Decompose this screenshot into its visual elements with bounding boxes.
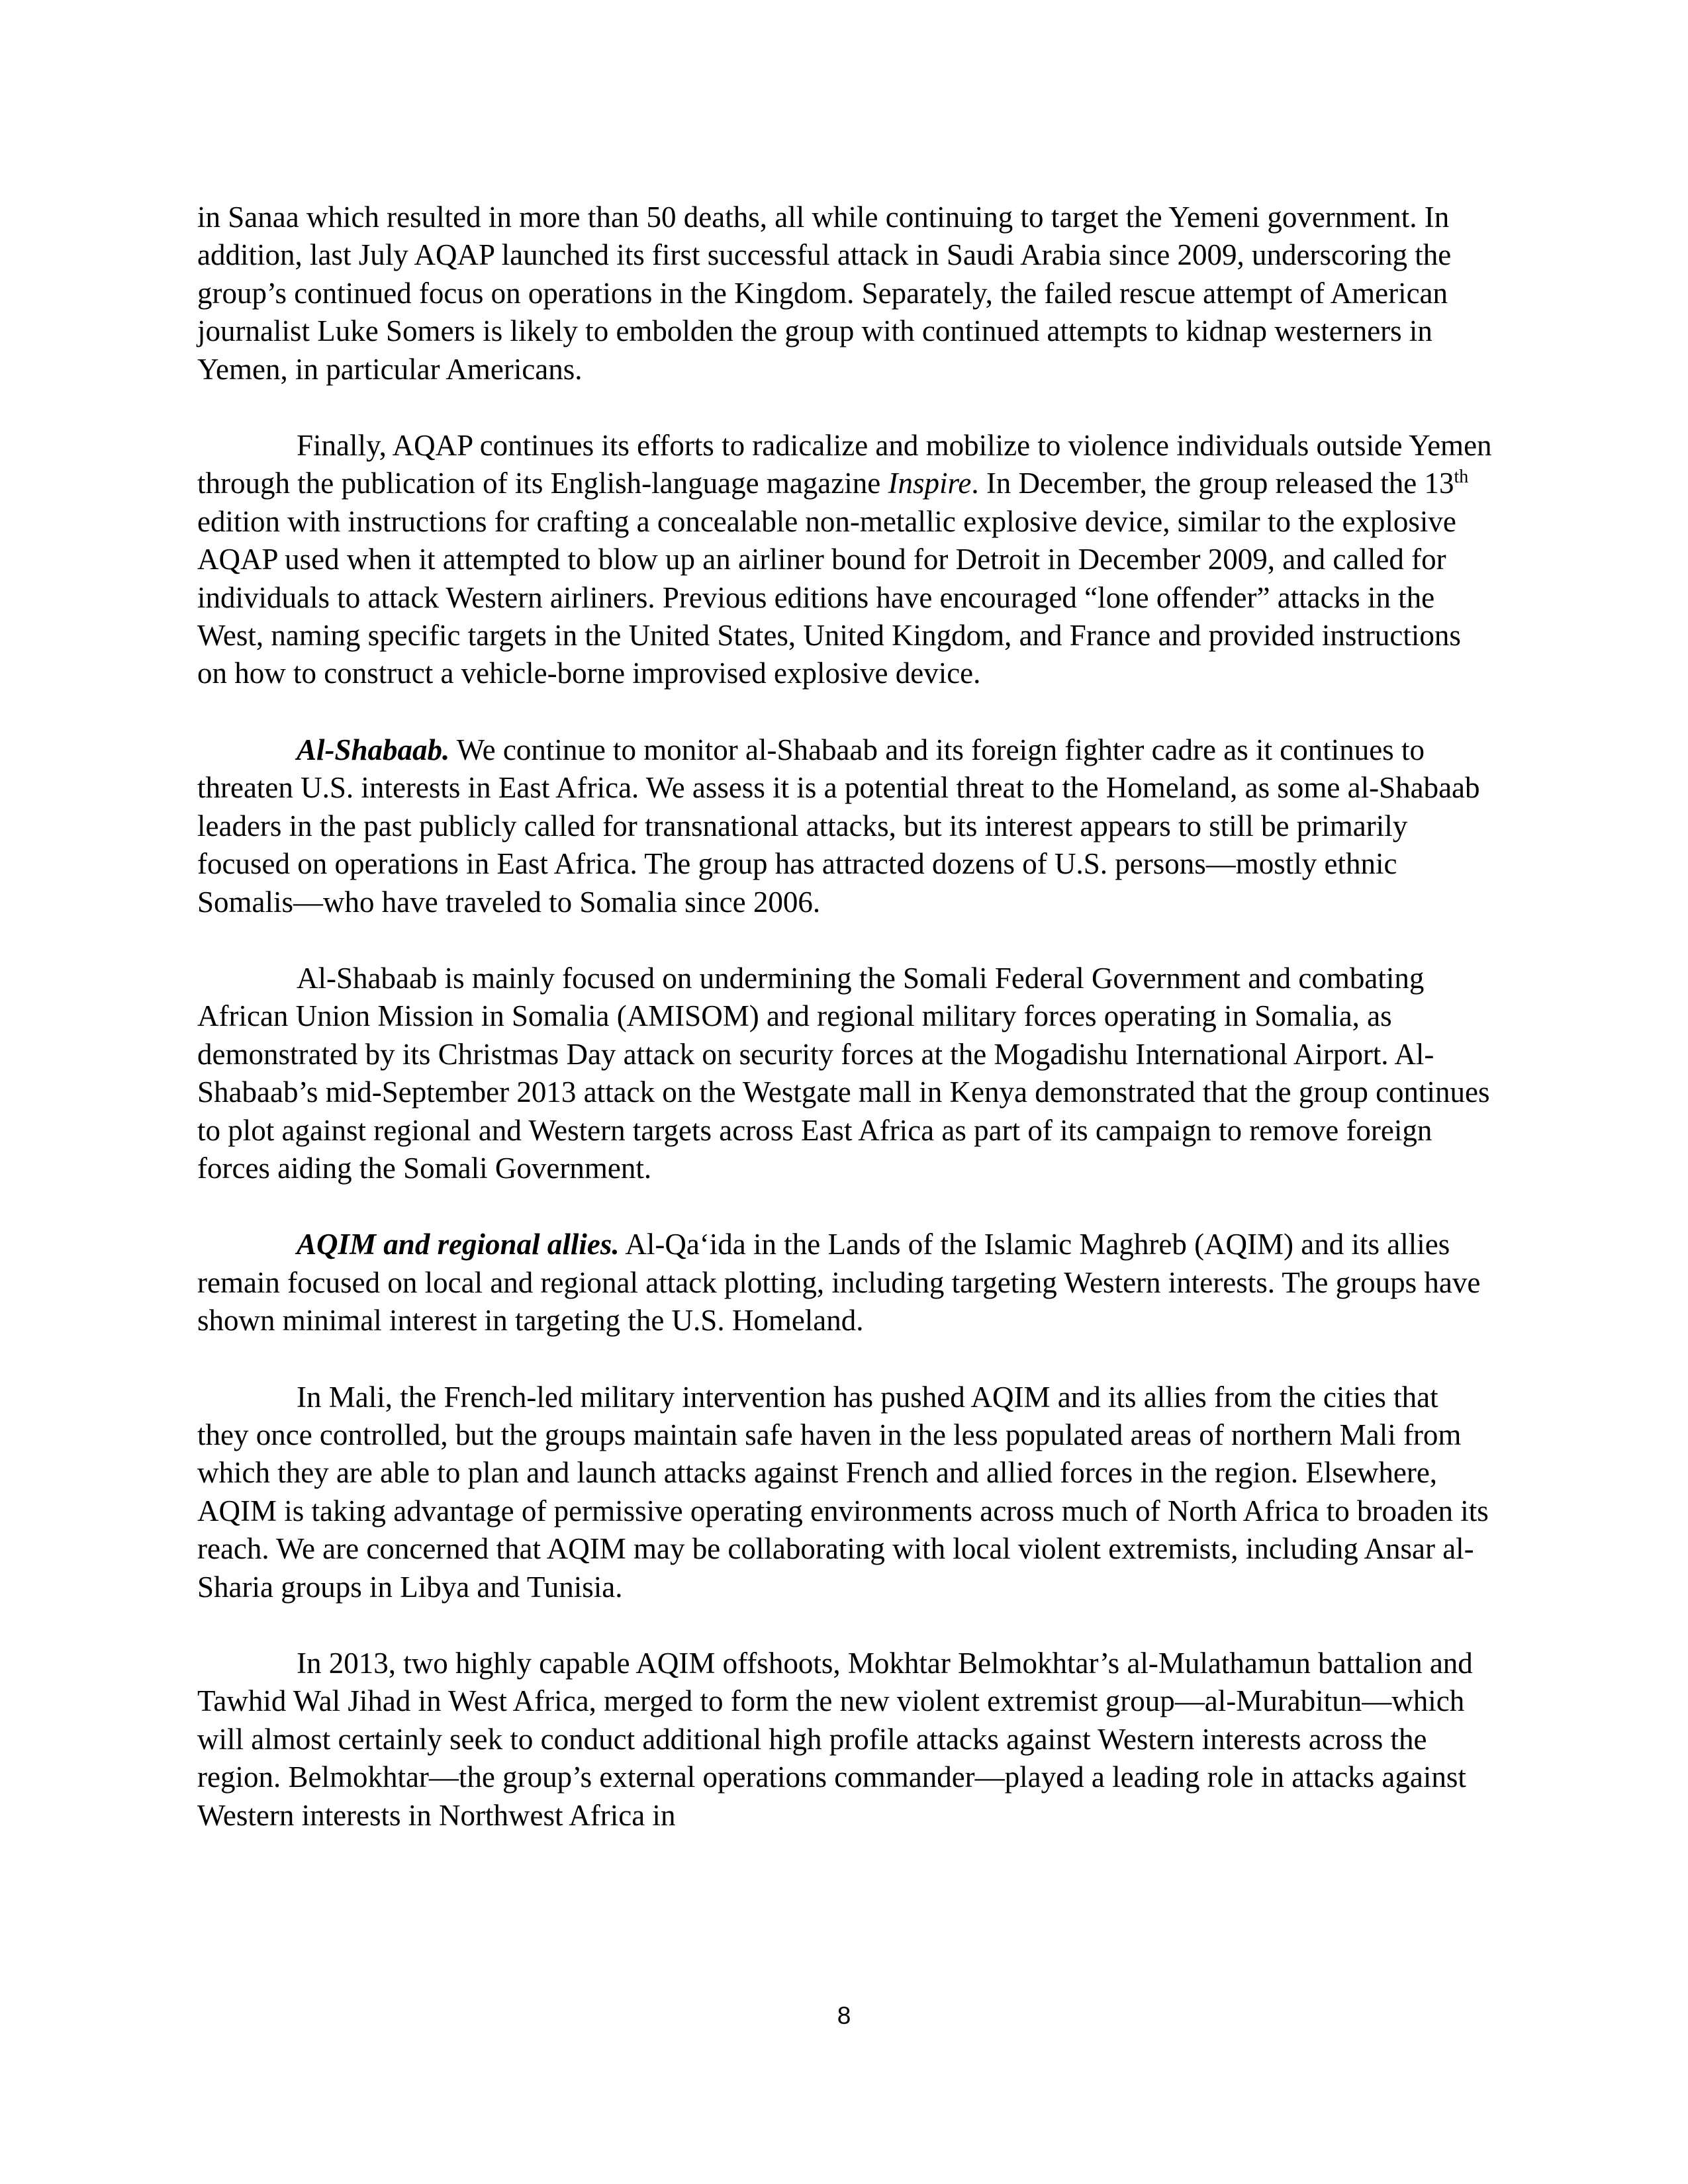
document-body xyxy=(197,199,1496,1835)
paragraph-al-murabitun xyxy=(197,1645,1496,1835)
paragraph-text: We continue to monitor al-Shabaab and its foreign fighter cadre as it continues to threaten U.S. interests in East Africa. We assess it is a potential threat to the Homeland, as some al-Shabaab leaders in the past publicly called for transnational attacks, but its interest appears to still be primarily focused on operations in East Africa. The group has attracted dozens of U.S. persons—mostly ethnic Somalis—who have traveled to Somalia since 2006. xyxy=(197,733,1480,919)
paragraph-aqap-yemen-attacks xyxy=(197,199,1496,388)
paragraph-text: Finally, AQAP continues its efforts to radicalize and mobilize to violence individuals outside Yemen through the publication of its English-language magazine xyxy=(197,429,1492,500)
paragraph-text: edition with instructions for crafting a concealable non-metallic explosive device, similar to the explosive AQAP used when it attempted to blow up an airliner bound for Detroit in December 2009, and called for individuals to attack Western airliners. Previous editions have encouraged “lone offender” attacks in the West, naming specific targets in the United States, United Kingdom, and France and provided instructions on how to construct a vehicle-borne improvised explosive device. xyxy=(197,504,1461,690)
paragraph-aqap-inspire-magazine xyxy=(197,427,1496,693)
paragraph-text: in Sanaa which resulted in more than 50 deaths, all while continuing to target the Yemeni government. In addition, last July AQAP launched its first successful attack in Saudi Arabia since 2009, underscoring the group’s continued focus on operations in the Kingdom. Separately, the failed rescue attempt of American journalist Luke Somers is likely to embolden the group with continued attempts to kidnap westerners in Yemen, in particular Americans. xyxy=(197,201,1452,386)
paragraph-aqim xyxy=(197,1226,1496,1340)
paragraph-al-shabaab-somalia xyxy=(197,960,1496,1187)
paragraph-text: Al-Qa‘ida in the Lands of the Islamic Maghreb (AQIM) and its allies remain focused on local and regional attack plotting, including targeting Western interests. The groups have shown minimal interest in targeting the U.S. Homeland. xyxy=(197,1228,1481,1338)
paragraph-text: Al-Shabaab is mainly focused on undermining the Somali Federal Government and combating African Union Mission in Somalia (AMISOM) and regional military forces operating in Somalia, as demonstrated by its Christmas Day attack on security forces at the Mogadishu International Airport. Al-Shabaab’s mid-September 2013 attack on the Westgate mall in Kenya demonstrated that the group continues to plot against regional and Western targets across East Africa as part of its campaign to remove foreign forces aiding the Somali Government. xyxy=(197,961,1490,1185)
paragraph-al-shabaab xyxy=(197,731,1496,921)
paragraph-text: In Mali, the French-led military intervention has pushed AQIM and its allies from the cities that they once controlled, but the groups maintain safe haven in the less populated areas of northern Mali from which they are able to plan and launch attacks against French and allied forces in the region. Elsewhere, AQIM is taking advantage of permissive operating environments across much of North Africa to broaden its reach. We are concerned that AQIM may be collaborating with local violent extremists, including Ansar al-Sharia groups in Libya and Tunisia. xyxy=(197,1380,1489,1604)
page-number: 8 xyxy=(837,2002,851,2029)
magazine-title: Inspire xyxy=(888,467,972,500)
section-heading-al-shabaab: Al-Shabaab. xyxy=(297,733,450,766)
section-heading-aqim: AQIM and regional allies. xyxy=(297,1228,620,1261)
paragraph-aqim-mali xyxy=(197,1379,1496,1606)
paragraph-text: In 2013, two highly capable AQIM offshoots, Mokhtar Belmokhtar’s al-Mulathamun battalion and Tawhid Wal Jihad in West Africa, merged to form the new violent extremist group—al-Murabitun—which will almost certainly seek to conduct additional high profile attacks against Western interests across the region. Belmokhtar—the group’s external operations commander—played a leading role in attacks against Western interests in Northwest Africa in xyxy=(197,1647,1473,1832)
paragraph-text: . In December, the group released the 13 xyxy=(971,467,1454,500)
ordinal-superscript: th xyxy=(1454,467,1469,488)
